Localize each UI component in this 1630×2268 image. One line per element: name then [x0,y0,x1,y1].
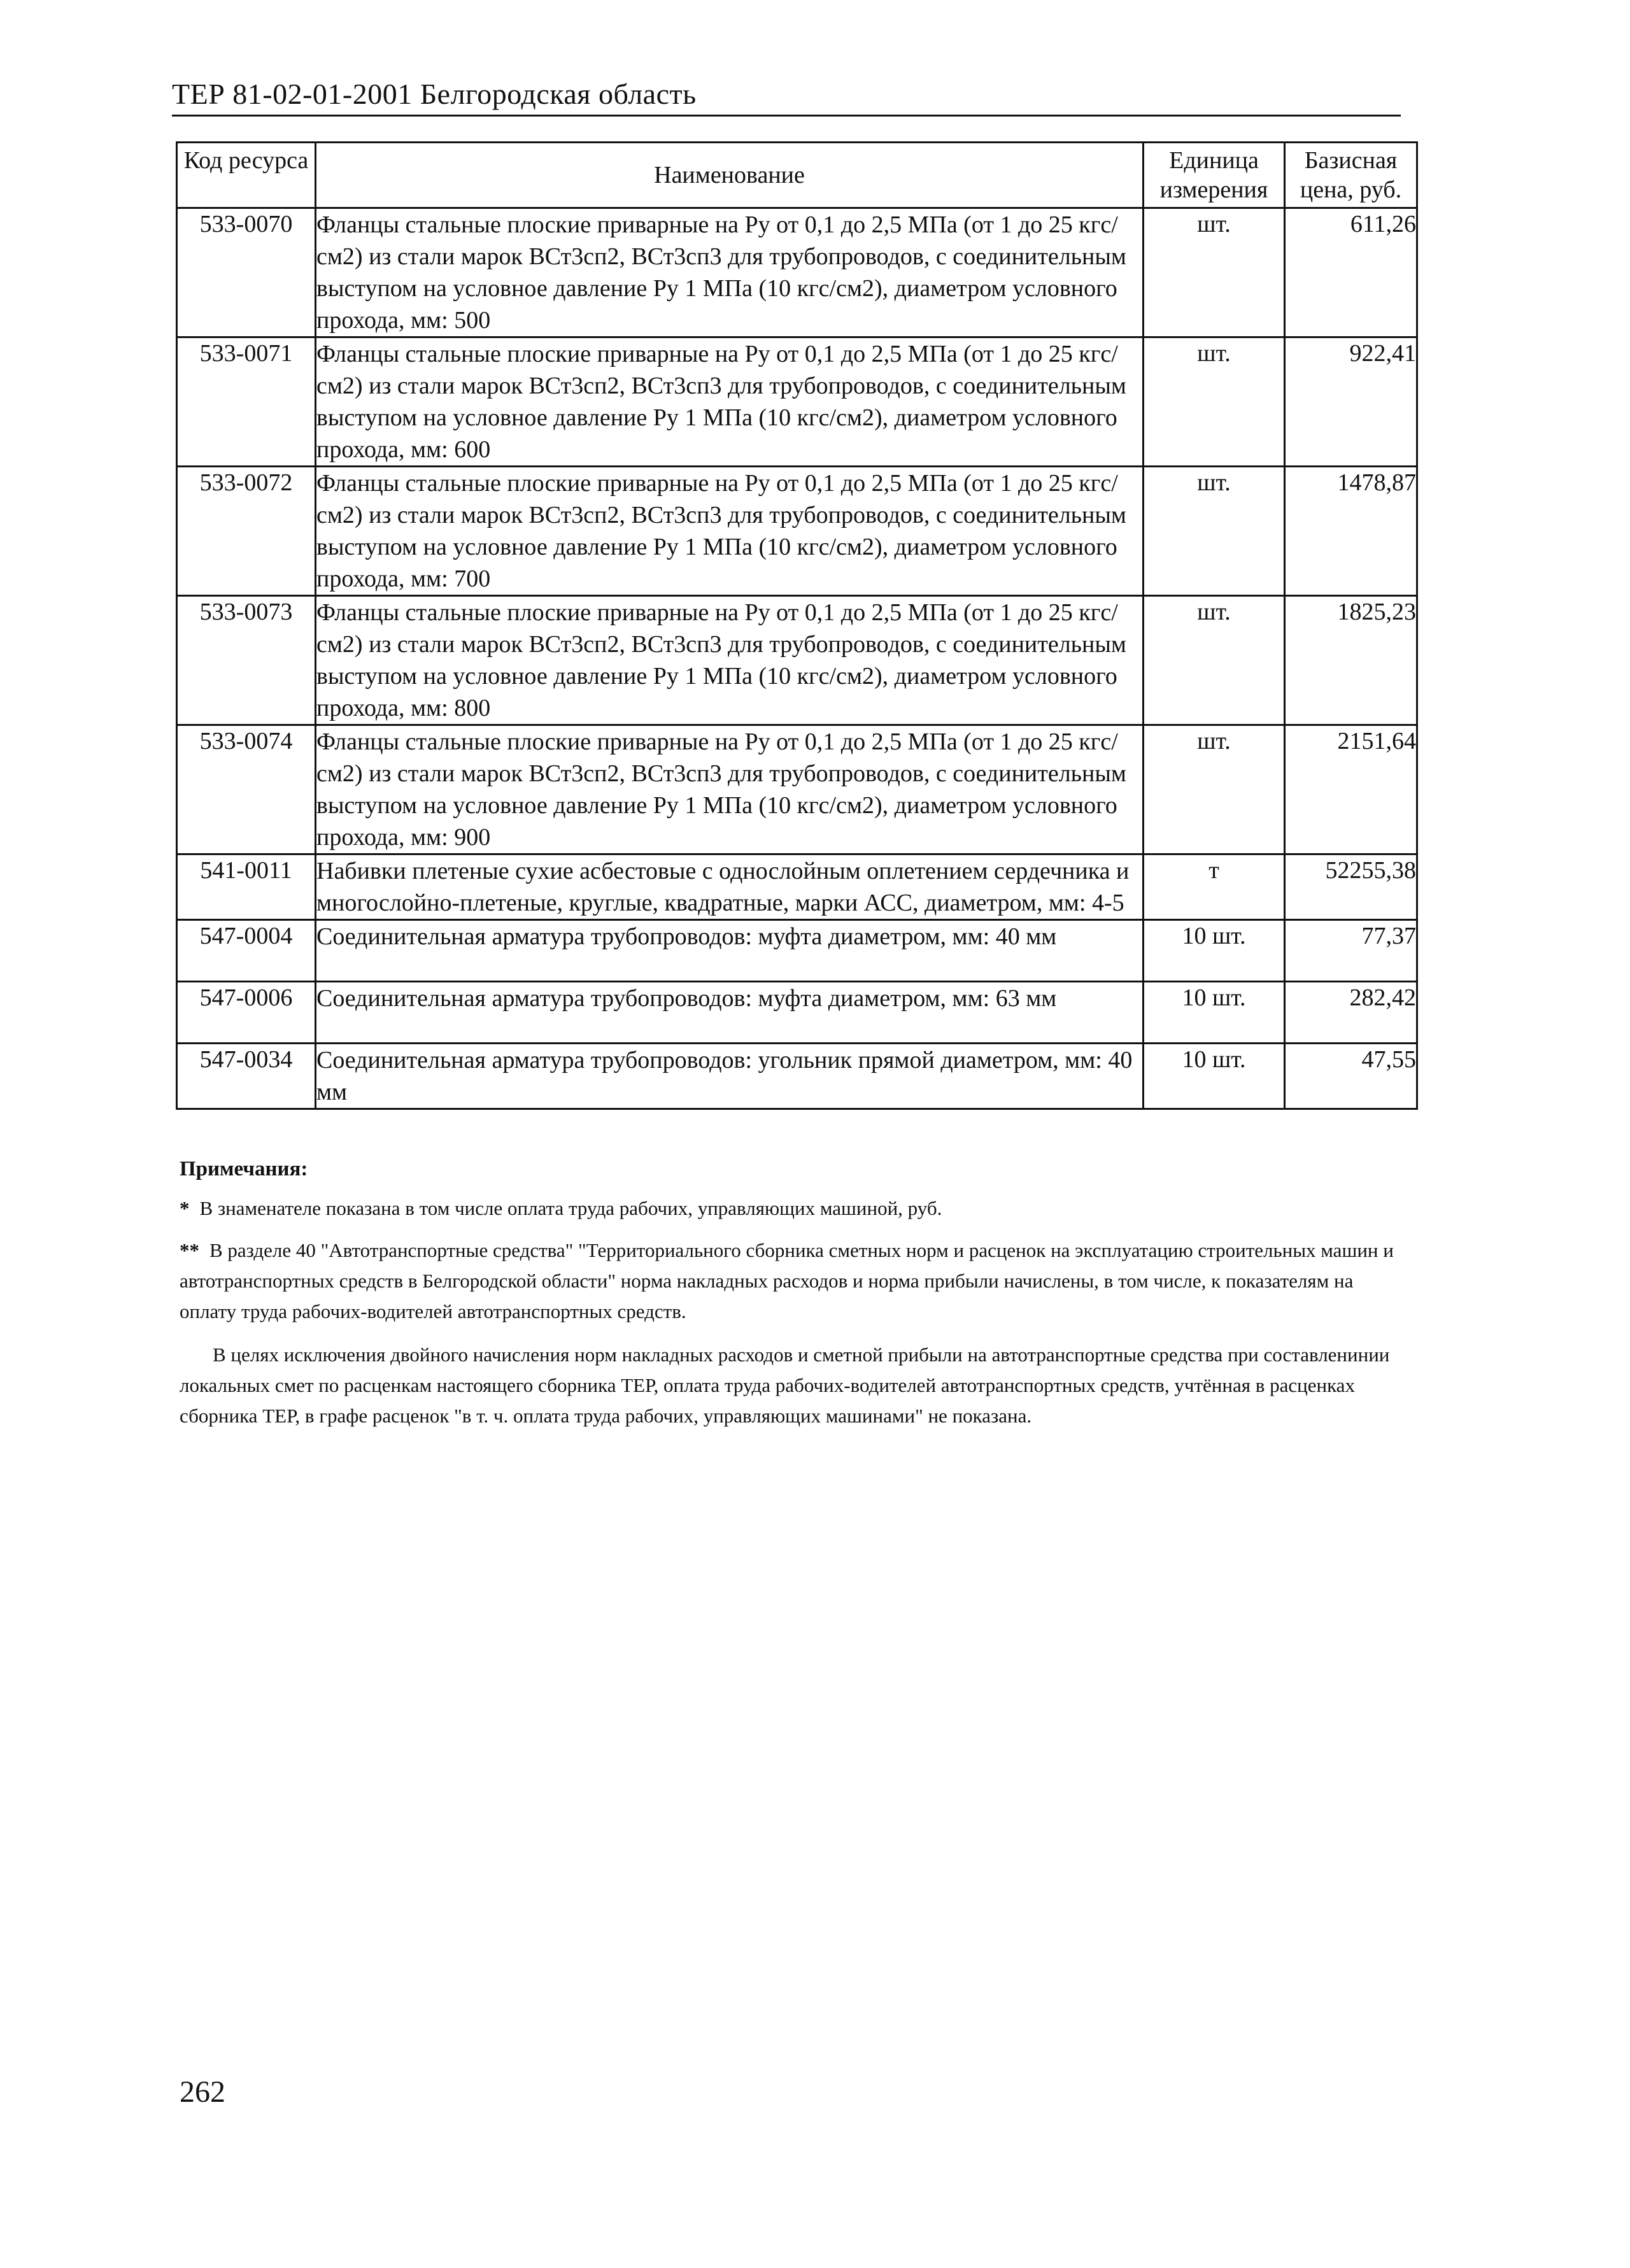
table-row [177,854,1417,920]
resource-price: 77,37 [1285,920,1417,982]
resource-name: Соединительная арматура трубопроводов: угольник прямой диаметром, мм: 40 мм [316,1044,1144,1109]
header-rule [172,115,1401,117]
page-header [172,75,1401,113]
column-header-unit: Единица измерения [1144,143,1285,208]
resource-code: 533-0074 [177,725,316,854]
resource-code: 547-0004 [177,920,316,982]
table-row [177,920,1417,982]
table-header-row [177,143,1417,208]
resource-unit: 10 шт. [1144,982,1285,1044]
resource-code: 547-0034 [177,1044,316,1109]
resource-unit: 10 шт. [1144,920,1285,982]
resource-price: 1825,23 [1285,596,1417,725]
resource-code: 533-0071 [177,337,316,467]
resource-price: 922,41 [1285,337,1417,467]
notes-section [180,1154,1402,1431]
resource-price-table [176,141,1418,1110]
resource-unit: т [1144,854,1285,920]
resource-code: 541-0011 [177,854,316,920]
resource-code: 533-0072 [177,467,316,596]
resource-price: 2151,64 [1285,725,1417,854]
resource-price: 282,42 [1285,982,1417,1044]
resource-unit: шт. [1144,208,1285,337]
resource-name: Фланцы стальные плоские приварные на Ру от 0,1 до 2,5 МПа (от 1 до 25 кгс/см2) из стали марок ВСт3сп2, ВСт3сп3 для трубопроводов, с соединительным выступом на условное давление Ру 1 МПа (10 кгс/см2), диаметром условного прохода, мм: 600 [316,337,1144,467]
resource-unit: 10 шт. [1144,1044,1285,1109]
table-row [177,982,1417,1044]
resource-name: Набивки плетеные сухие асбестовые с однослойным оплетением сердечника и многослойно-плетеные, круглые, квадратные, марки АСС, диаметром, мм: 4-5 [316,854,1144,920]
resource-price: 47,55 [1285,1044,1417,1109]
resource-name: Соединительная арматура трубопроводов: муфта диаметром, мм: 63 мм [316,982,1144,1044]
note-1-text: В знаменателе показана в том числе оплата труда рабочих, управляющих машиной, руб. [199,1197,942,1219]
note-1 [180,1193,1402,1224]
table-row [177,337,1417,467]
resource-unit: шт. [1144,596,1285,725]
resource-code: 533-0073 [177,596,316,725]
page-number: 262 [180,2075,225,2109]
resource-price: 52255,38 [1285,854,1417,920]
table-row [177,467,1417,596]
column-header-price: Базисная цена, руб. [1285,143,1417,208]
resource-unit: шт. [1144,337,1285,467]
note-2-text: В разделе 40 "Автотранспортные средства" "Территориального сборника сметных норм и расценок на эксплуатацию строительных машин и автотранспортных средств в Белгородской области" норма накладных расходов и норма прибыли начислены, в том числе, к показателям на оплату труда рабочих-водителей автотранспортных средств. [180,1239,1394,1322]
notes-paragraph: В целях исключения двойного начисления норм накладных расходов и сметной прибыли на автотранспортные средства при составленинии локальных смет по расценкам настоящего сборника ТЕР, оплата труда рабочих-водителей автотранспортных средств, учтённая в расценках сборника ТЕР, в графе расценок "в т. ч. оплата труда рабочих, управляющих машинами" не показана. [180,1343,1390,1427]
table-row [177,725,1417,854]
resource-unit: шт. [1144,725,1285,854]
resource-price: 1478,87 [1285,467,1417,596]
resource-name: Фланцы стальные плоские приварные на Ру от 0,1 до 2,5 МПа (от 1 до 25 кгс/см2) из стали марок ВСт3сп2, ВСт3сп3 для трубопроводов, с соединительным выступом на условное давление Ру 1 МПа (10 кгс/см2), диаметром условного прохода, мм: 800 [316,596,1144,725]
table-row [177,596,1417,725]
resource-code: 547-0006 [177,982,316,1044]
resource-price: 611,26 [1285,208,1417,337]
table-row [177,208,1417,337]
document-title: ТЕР 81-02-01-2001 Белгородская область [172,78,697,110]
note-2 [180,1235,1402,1327]
column-header-name: Наименование [316,143,1144,208]
table-row [177,1044,1417,1109]
notes-title: Примечания: [180,1158,308,1180]
resource-name: Фланцы стальные плоские приварные на Ру от 0,1 до 2,5 МПа (от 1 до 25 кгс/см2) из стали марок ВСт3сп2, ВСт3сп3 для трубопроводов, с соединительным выступом на условное давление Ру 1 МПа (10 кгс/см2), диаметром условного прохода, мм: 700 [316,467,1144,596]
note-2-mark: ** [180,1239,199,1261]
resource-name: Фланцы стальные плоские приварные на Ру от 0,1 до 2,5 МПа (от 1 до 25 кгс/см2) из стали марок ВСт3сп2, ВСт3сп3 для трубопроводов, с соединительным выступом на условное давление Ру 1 МПа (10 кгс/см2), диаметром условного прохода, мм: 500 [316,208,1144,337]
resource-unit: шт. [1144,467,1285,596]
note-1-mark: * [180,1197,190,1219]
resource-name: Соединительная арматура трубопроводов: муфта диаметром, мм: 40 мм [316,920,1144,982]
resource-name: Фланцы стальные плоские приварные на Ру от 0,1 до 2,5 МПа (от 1 до 25 кгс/см2) из стали марок ВСт3сп2, ВСт3сп3 для трубопроводов, с соединительным выступом на условное давление Ру 1 МПа (10 кгс/см2), диаметром условного прохода, мм: 900 [316,725,1144,854]
column-header-code: Код ресурса [177,143,316,208]
resource-code: 533-0070 [177,208,316,337]
